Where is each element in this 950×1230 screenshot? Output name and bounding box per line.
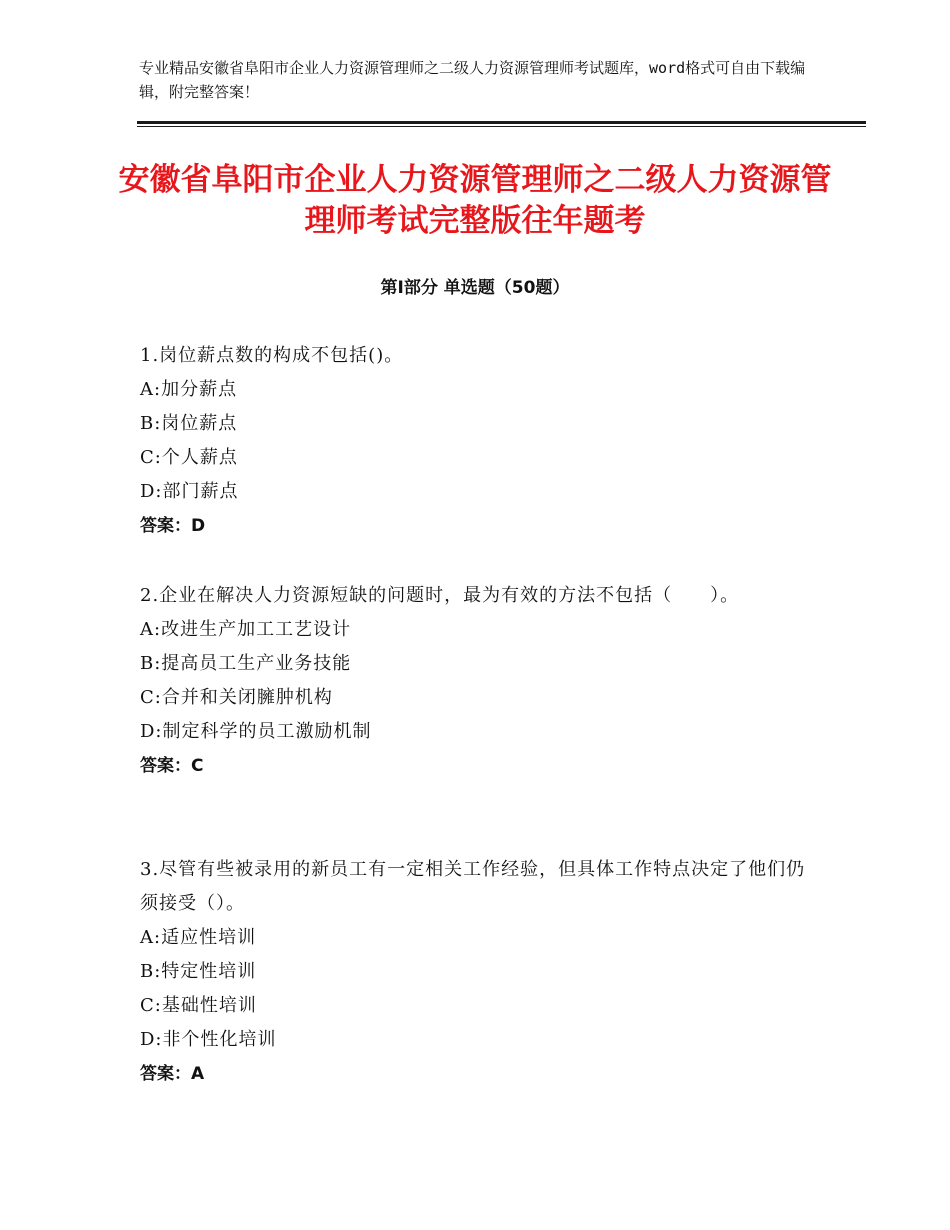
header-rule-thin [137,126,866,127]
option-d: D:部门薪点 [140,481,239,502]
option-a: A:加分薪点 [140,379,238,400]
option-c: C:合并和关闭臃肿机构 [140,687,333,708]
question-stem: 2.企业在解决人力资源短缺的问题时，最为有效的方法不包括（ ）。 [140,585,740,606]
question-3 [140,853,820,1091]
option-b: B:岗位薪点 [140,413,238,434]
question-stem: 1.岗位薪点数的构成不包括()。 [140,345,404,366]
option-d: D:制定科学的员工激励机制 [140,721,372,742]
option-c: C:个人薪点 [140,447,238,468]
answer: 答案：A [140,1064,205,1084]
option-a: A:适应性培训 [140,927,257,948]
question-1 [140,339,820,543]
section-title: 第Ⅰ部分 单选题（50题） [380,278,570,298]
document-title: 安徽省阜阳市企业人力资源管理师之二级人力资源管理师考试完整版往年题考 [118,162,832,239]
option-d: D:非个性化培训 [140,1029,277,1050]
answer: 答案：C [140,756,204,776]
option-b: B:提高员工生产业务技能 [140,653,352,674]
option-b: B:特定性培训 [140,961,257,982]
option-a: A:改进生产加工工艺设计 [140,619,352,640]
answer: 答案：D [140,516,206,536]
option-c: C:基础性培训 [140,995,257,1016]
header-note: 专业精品安徽省阜阳市企业人力资源管理师之二级人力资源管理师考试题库，word格式可自由下载编辑，附完整答案！ [139,59,806,101]
question-stem: 3.尽管有些被录用的新员工有一定相关工作经验，但具体工作特点决定了他们仍须接受（）。 [140,859,806,914]
header-rule-thick [137,121,866,124]
question-2 [140,579,820,783]
